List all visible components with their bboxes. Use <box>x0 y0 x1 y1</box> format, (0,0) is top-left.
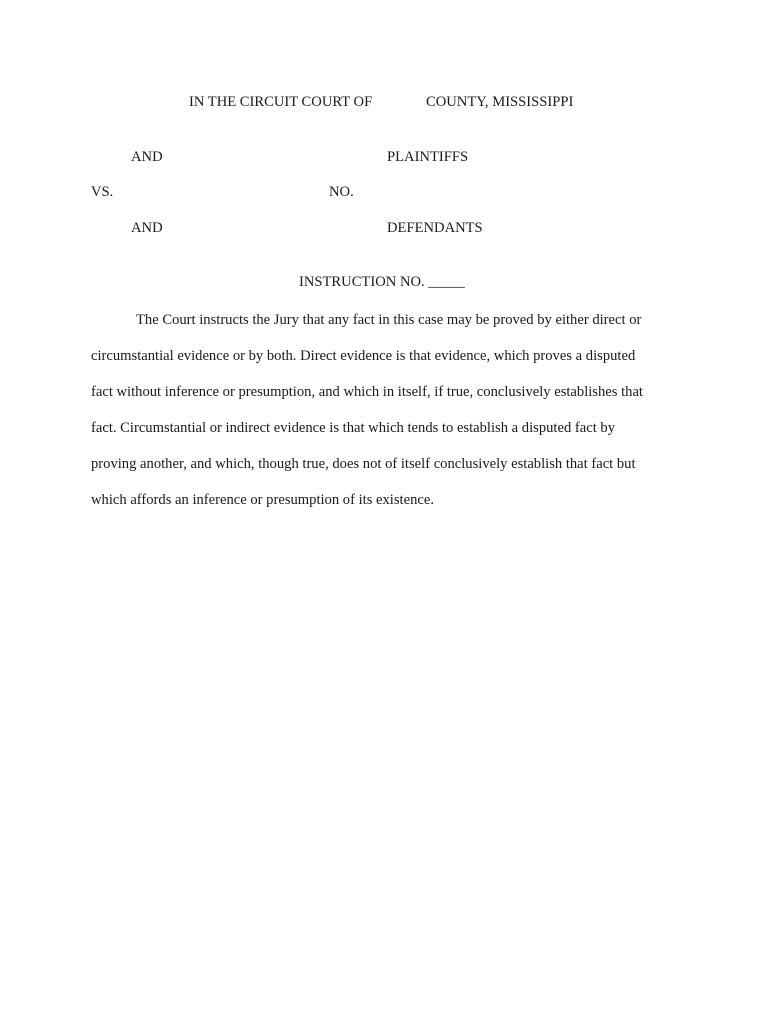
instruction-title: INSTRUCTION NO. _____ <box>299 274 465 290</box>
court-heading-left: IN THE CIRCUIT COURT OF <box>189 94 373 110</box>
case-number-label: NO. <box>329 184 354 200</box>
instruction-line: fact without inference or presumption, and which in itself, if true, conclusively establishes that <box>91 384 643 400</box>
instruction-body <box>91 302 671 518</box>
defendant-and-label: AND <box>131 220 163 236</box>
instruction-line: The Court instructs the Jury that any fact in this case may be proved by either direct or <box>136 312 642 328</box>
versus-label: VS. <box>91 184 114 200</box>
instruction-line: proving another, and which, though true, does not of itself conclusively establish that fact but <box>91 456 636 472</box>
instruction-line: which affords an inference or presumption of its existence. <box>91 492 434 508</box>
plaintiff-and-label: AND <box>131 149 163 165</box>
plaintiffs-label: PLAINTIFFS <box>387 149 469 165</box>
court-heading-right: COUNTY, MISSISSIPPI <box>426 94 574 110</box>
defendants-label: DEFENDANTS <box>387 220 483 236</box>
instruction-line: fact. Circumstantial or indirect evidence is that which tends to establish a disputed fact by <box>91 420 616 436</box>
instruction-line: circumstantial evidence or by both. Direct evidence is that evidence, which proves a disputed <box>91 348 636 364</box>
